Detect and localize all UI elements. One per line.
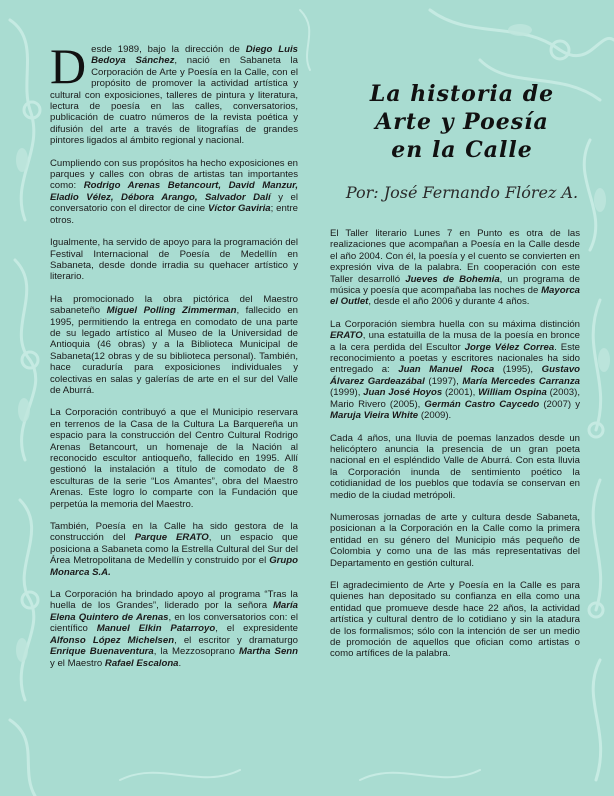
- paragraph: El agradecimiento de Arte y Poesía en la Calle es para quienes han depositado su confianza en ella como una entidad que promueve desde hace 22 años, la actividad artística y cultural dentro de lo cotidiano y sin la atadura de los formalismos; sólo con la intención de ser un medio de promoción de aquellos que ofician como artistas o como artífices de la palabra.: [330, 579, 580, 660]
- paragraph: Desde 1989, bajo la dirección de Diego Luis Bedoya Sánchez, nació en Sabaneta la Corporación de Arte y Poesía en la Calle, con el propósito de promover la actividad artística y cultural con exposiciones, talleres de pintura y literatura, lectura de poesía en las calles, conversatorios, publicación de cuatro números de la revista poética y difusión del arte a través de litografías de grandes pintores ligados al ámbito regional y nacional.: [50, 38, 298, 147]
- paragraph: Numerosas jornadas de arte y cultura desde Sabaneta, posicionan a la Corporación en la Calle como la primera entidad en su género del Municipio más pequeño de Colombia y como una de las más representativas del Departamento en gestión cultural.: [330, 511, 580, 569]
- paragraph: Cumpliendo con sus propósitos ha hecho exposiciones en parques y calles con obras de artistas tan importantes como: Rodrigo Arenas Betancourt, David Manzur, Eladio Vélez, Débora Arango, Salvador Dalí y el conversatorio con el director de cine Víctor Gaviria; entre otros.: [50, 157, 298, 226]
- title-line-1: La historia de: [369, 81, 555, 107]
- paragraph: Cada 4 años, una lluvia de poemas lanzados desde un helicóptero anuncia la presencia de un gran poeta nacional en el espléndido Valle de Aburrá. Con esta lluvia la Corporación inunda de sentimiento poético la cotidianidad de los pueblos que todavía se conservan en medio de la ciudad metrópoli.: [330, 432, 580, 501]
- title-line-3: en la Calle: [391, 137, 533, 163]
- paragraph: El Taller literario Lunes 7 en Punto es otra de las realizaciones que acompañan a Poesía en la Calle desde el año 2004. Con él, la poesía y el cuento se convierten en expresión viva de la palabra. En cooperación con este Taller desarrolló Jueves de Bohemia, un programa de música y poesía que acompañaba las noches de Mayorca el Outlet, desde el año 2006 y durante 4 años.: [330, 228, 580, 308]
- article-title: [334, 80, 590, 164]
- left-column: [50, 38, 299, 680]
- paragraph: Ha promocionado la obra pictórica del Maestro sabaneteño Miguel Polling Zimmerman, fallecido en 1995, permitiendo la entrega en comodato de una parte de su legado artístico al Museo de la Universidad de Antioquia (46 obras) y a la Biblioteca Municipal de Sabaneta(12 obras y de su biblioteca personal). También, hace curaduría para exposiciones individuales y colectivas en salas y galerías de arte en el sur del Valle de Aburrá.: [50, 293, 298, 396]
- paragraph: La Corporación siembra huella con su máxima distinción ERATO, una estatuilla de la musa de la poesía en bronce a la cera perdida del Escultor Jorge Vélez Correa. Este reconocimiento a poetas y escritores nacionales ha sido entregado a: Juan Manuel Roca (1995), Gustavo Álvarez Gardeazábal (1997), María Mercedes Carranza (1999), Juan José Hoyos (2001), William Ospina (2003), Mario Rivero (2005), Germán Castro Caycedo (2007) y Maruja Vieira White (2009).: [330, 318, 581, 422]
- paragraph: También, Poesía en la Calle ha sido gestora de la construcción del Parque ERATO, un espacio que posiciona a Sabaneta como la Estrella Cultural del Sur del Área Metropolitana de Medellín y construido por el Grupo Monarca S.A.: [50, 521, 298, 578]
- title-line-2: Arte y Poesía: [375, 109, 549, 135]
- right-column: [330, 228, 580, 671]
- paragraph: Igualmente, ha servido de apoyo para la programación del Festival Internacional de Poesía de Medellín en Sabaneta, desde donde irradia su quehacer artístico y literario.: [50, 237, 298, 283]
- paragraph: La Corporación ha brindado apoyo al programa “Tras la huella de los Grandes”, liderado por la señora María Elena Quintero de Arenas, en los conversatorios con: el científico Manuel Elkin Patarroyo, el expresidente Alfonso López Michelsen, el escritor y dramaturgo Enrique Buenaventura, la Mezzosoprano Martha Senn y el Maestro Rafael Escalona.: [50, 589, 299, 669]
- author-byline: Por: José Fernando Flórez A.: [345, 183, 579, 202]
- paragraph: La Corporación contribuyó a que el Municipio reservara en terrenos de la Casa de la Cultura La Barquereña un espacio para la construcción del Centro Cultural Rodrigo Arenas Betancourt, un homenaje de la Nación al reconocido escultor antioqueño, fallecido en 1995. Allí gestionó la instalación a título de comodato de 8 esculturas de la serie “Los Amantes”, obra del Maestro Arenas. Este logro lo comparte con la Fundación que perpetúa la memoria del Maestro.: [50, 407, 298, 510]
- drop-cap: D: [50, 38, 87, 94]
